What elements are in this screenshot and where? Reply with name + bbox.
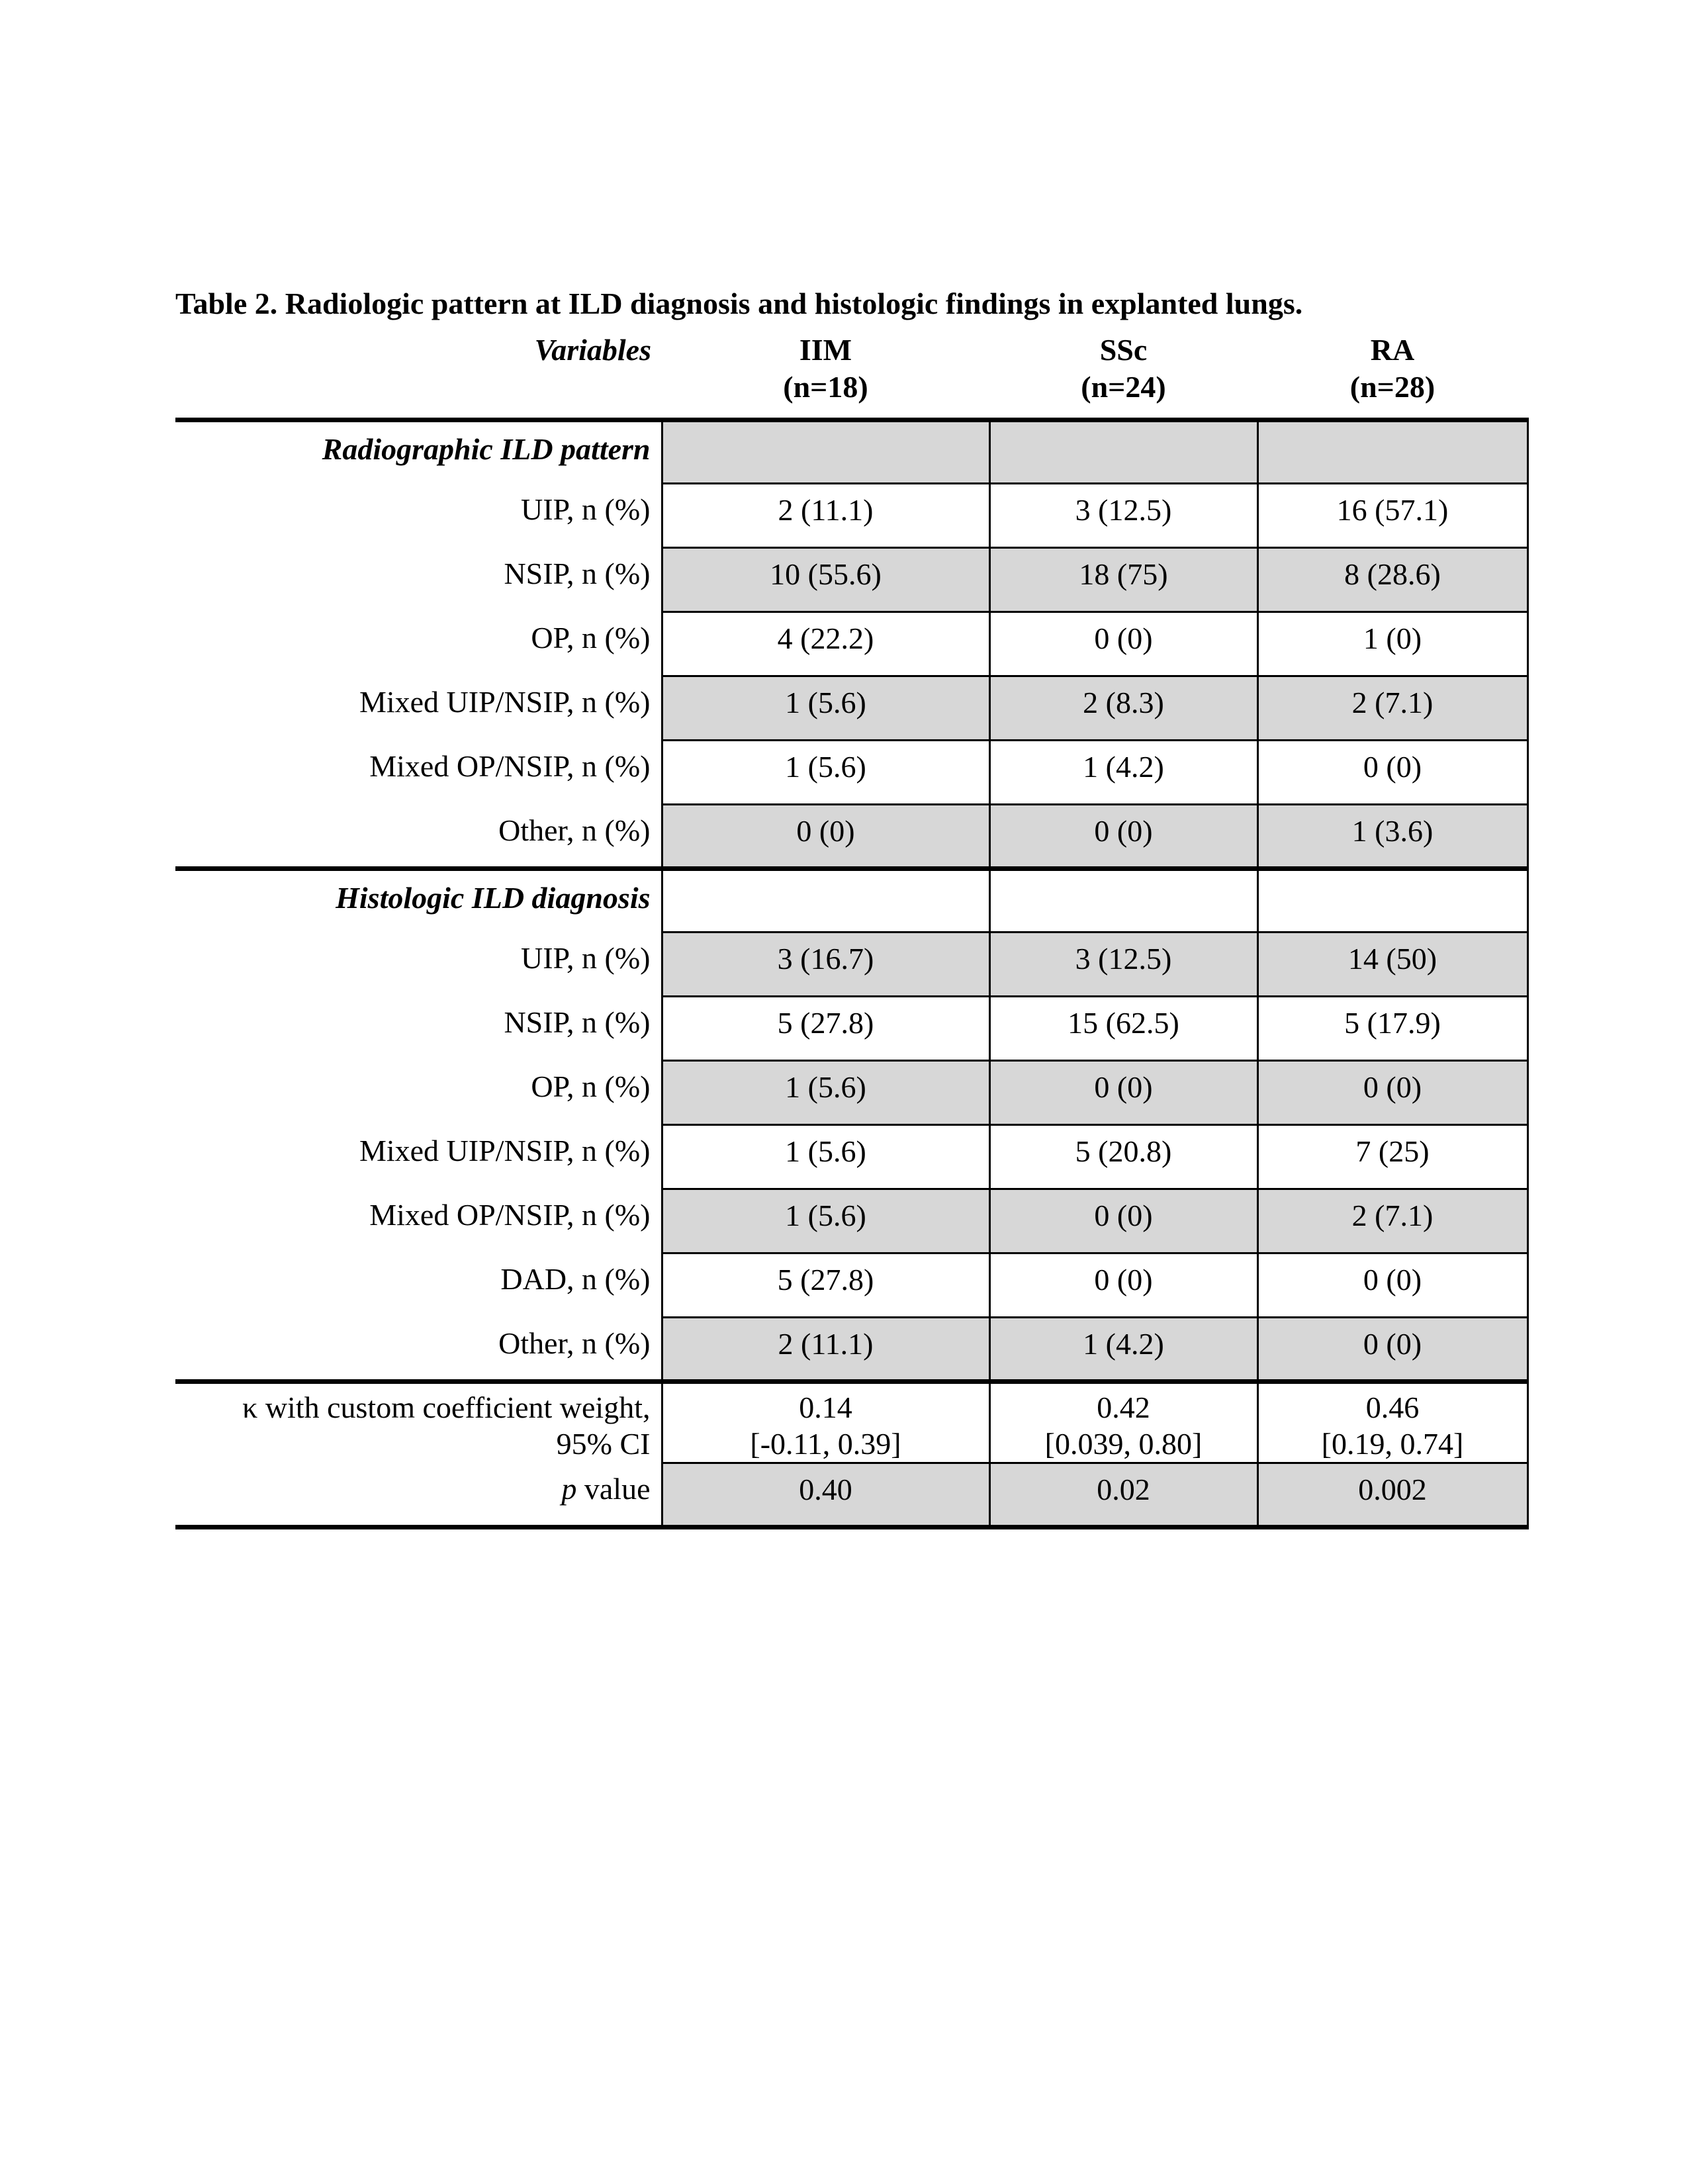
p-value-cell: 0.02 [989,1463,1257,1527]
table-body [175,420,1527,1527]
table-block [175,285,1527,1529]
value-cell: 5 (27.8) [662,997,989,1061]
kappa-row-label [175,1382,662,1463]
value-cell: 4 (22.2) [662,612,989,676]
table-row [175,1061,1527,1125]
value-cell: 0 (0) [1257,1061,1527,1125]
value-cell: 1 (5.6) [662,676,989,741]
table-row [175,612,1527,676]
row-label: NSIP, n (%) [175,997,662,1061]
row-label: OP, n (%) [175,1061,662,1125]
row-label: OP, n (%) [175,612,662,676]
kappa-value-cell [1257,1382,1527,1463]
kappa-ci: [0.19, 0.74] [1321,1427,1464,1461]
table-row [175,1189,1527,1253]
p-label-suffix: value [576,1471,651,1506]
value-cell: 0 (0) [989,1253,1257,1318]
row-label: Mixed UIP/NSIP, n (%) [175,676,662,741]
section-header-label: Radiographic ILD pattern [175,420,662,484]
value-cell: 2 (11.1) [662,484,989,548]
p-label-prefix: p [561,1471,577,1506]
value-cell: 5 (20.8) [989,1125,1257,1189]
value-cell: 0 (0) [1257,741,1527,805]
kappa-value-cell [662,1382,989,1463]
value-cell: 3 (12.5) [989,933,1257,997]
value-cell: 7 (25) [1257,1125,1527,1189]
row-label: Other, n (%) [175,1318,662,1382]
table-row [175,1253,1527,1318]
kappa-label-line2: 95% CI [556,1427,651,1461]
value-cell: 0 (0) [1257,1318,1527,1382]
column-header-ra-n: (n=28) [1349,370,1435,404]
value-cell: 16 (57.1) [1257,484,1527,548]
table-header [175,322,1527,420]
table-row [175,997,1527,1061]
p-row-label [175,1463,662,1527]
table-row [175,1125,1527,1189]
section-header-row [175,420,1527,484]
value-cell: 5 (27.8) [662,1253,989,1318]
section-header-row [175,869,1527,933]
value-cell: 1 (3.6) [1257,805,1527,869]
value-cell: 0 (0) [662,805,989,869]
table-row [175,676,1527,741]
value-cell: 0 (0) [989,612,1257,676]
table-row [175,741,1527,805]
row-label: Mixed UIP/NSIP, n (%) [175,1125,662,1189]
value-cell: 1 (4.2) [989,1318,1257,1382]
kappa-row [175,1382,1527,1463]
ild-table [175,322,1529,1529]
row-label: DAD, n (%) [175,1253,662,1318]
table-row [175,1318,1527,1382]
value-cell: 1 (4.2) [989,741,1257,805]
value-cell: 3 (12.5) [989,484,1257,548]
column-header-ra-label: RA [1370,333,1415,367]
row-label: Other, n (%) [175,805,662,869]
row-label: Mixed OP/NSIP, n (%) [175,1189,662,1253]
table-row [175,484,1527,548]
value-cell: 10 (55.6) [662,548,989,612]
value-cell: 1 (5.6) [662,741,989,805]
value-cell: 18 (75) [989,548,1257,612]
kappa-ci: [0.039, 0.80] [1044,1427,1203,1461]
section-header-label: Histologic ILD diagnosis [175,869,662,933]
value-cell: 0 (0) [989,805,1257,869]
value-cell: 5 (17.9) [1257,997,1527,1061]
kappa-estimate: 0.46 [1365,1390,1420,1424]
p-value-row [175,1463,1527,1527]
value-cell: 3 (16.7) [662,933,989,997]
section-header-cell [662,869,989,933]
value-cell: 2 (7.1) [1257,676,1527,741]
table-caption: Table 2. Radiologic pattern at ILD diagnosis and histologic findings in explanted lungs. [175,287,1303,320]
value-cell: 1 (5.6) [662,1189,989,1253]
column-header-iim-n: (n=18) [783,370,868,404]
value-cell: 0 (0) [1257,1253,1527,1318]
section-header-cell [989,420,1257,484]
column-header-iim-label: IIM [799,333,852,367]
section-header-cell [1257,869,1527,933]
p-value-cell: 0.40 [662,1463,989,1527]
section-header-cell [662,420,989,484]
row-label: UIP, n (%) [175,933,662,997]
table-row [175,933,1527,997]
column-header-ssc-label: SSc [1099,333,1148,367]
column-header-ra [1257,322,1527,420]
value-cell: 8 (28.6) [1257,548,1527,612]
value-cell: 0 (0) [989,1189,1257,1253]
value-cell: 1 (5.6) [662,1061,989,1125]
kappa-label-line1: κ with custom coefficient weight, [242,1390,651,1424]
row-label: NSIP, n (%) [175,548,662,612]
value-cell: 1 (5.6) [662,1125,989,1189]
table-row [175,548,1527,612]
section-header-cell [989,869,1257,933]
row-label: Mixed OP/NSIP, n (%) [175,741,662,805]
value-cell: 15 (62.5) [989,997,1257,1061]
kappa-estimate: 0.42 [1097,1390,1150,1424]
section-header-cell [1257,420,1527,484]
value-cell: 1 (0) [1257,612,1527,676]
column-header-iim [662,322,989,420]
column-header-variables: Variables [175,322,662,420]
column-header-ssc [989,322,1257,420]
kappa-estimate: 0.14 [799,1390,852,1424]
row-label: UIP, n (%) [175,484,662,548]
kappa-value-cell [989,1382,1257,1463]
value-cell: 14 (50) [1257,933,1527,997]
kappa-ci: [-0.11, 0.39] [750,1427,901,1461]
value-cell: 2 (11.1) [662,1318,989,1382]
column-header-ssc-n: (n=24) [1081,370,1166,404]
value-cell: 2 (8.3) [989,676,1257,741]
value-cell: 2 (7.1) [1257,1189,1527,1253]
p-value-cell: 0.002 [1257,1463,1527,1527]
header-row [175,322,1527,420]
value-cell: 0 (0) [989,1061,1257,1125]
table-row [175,805,1527,869]
